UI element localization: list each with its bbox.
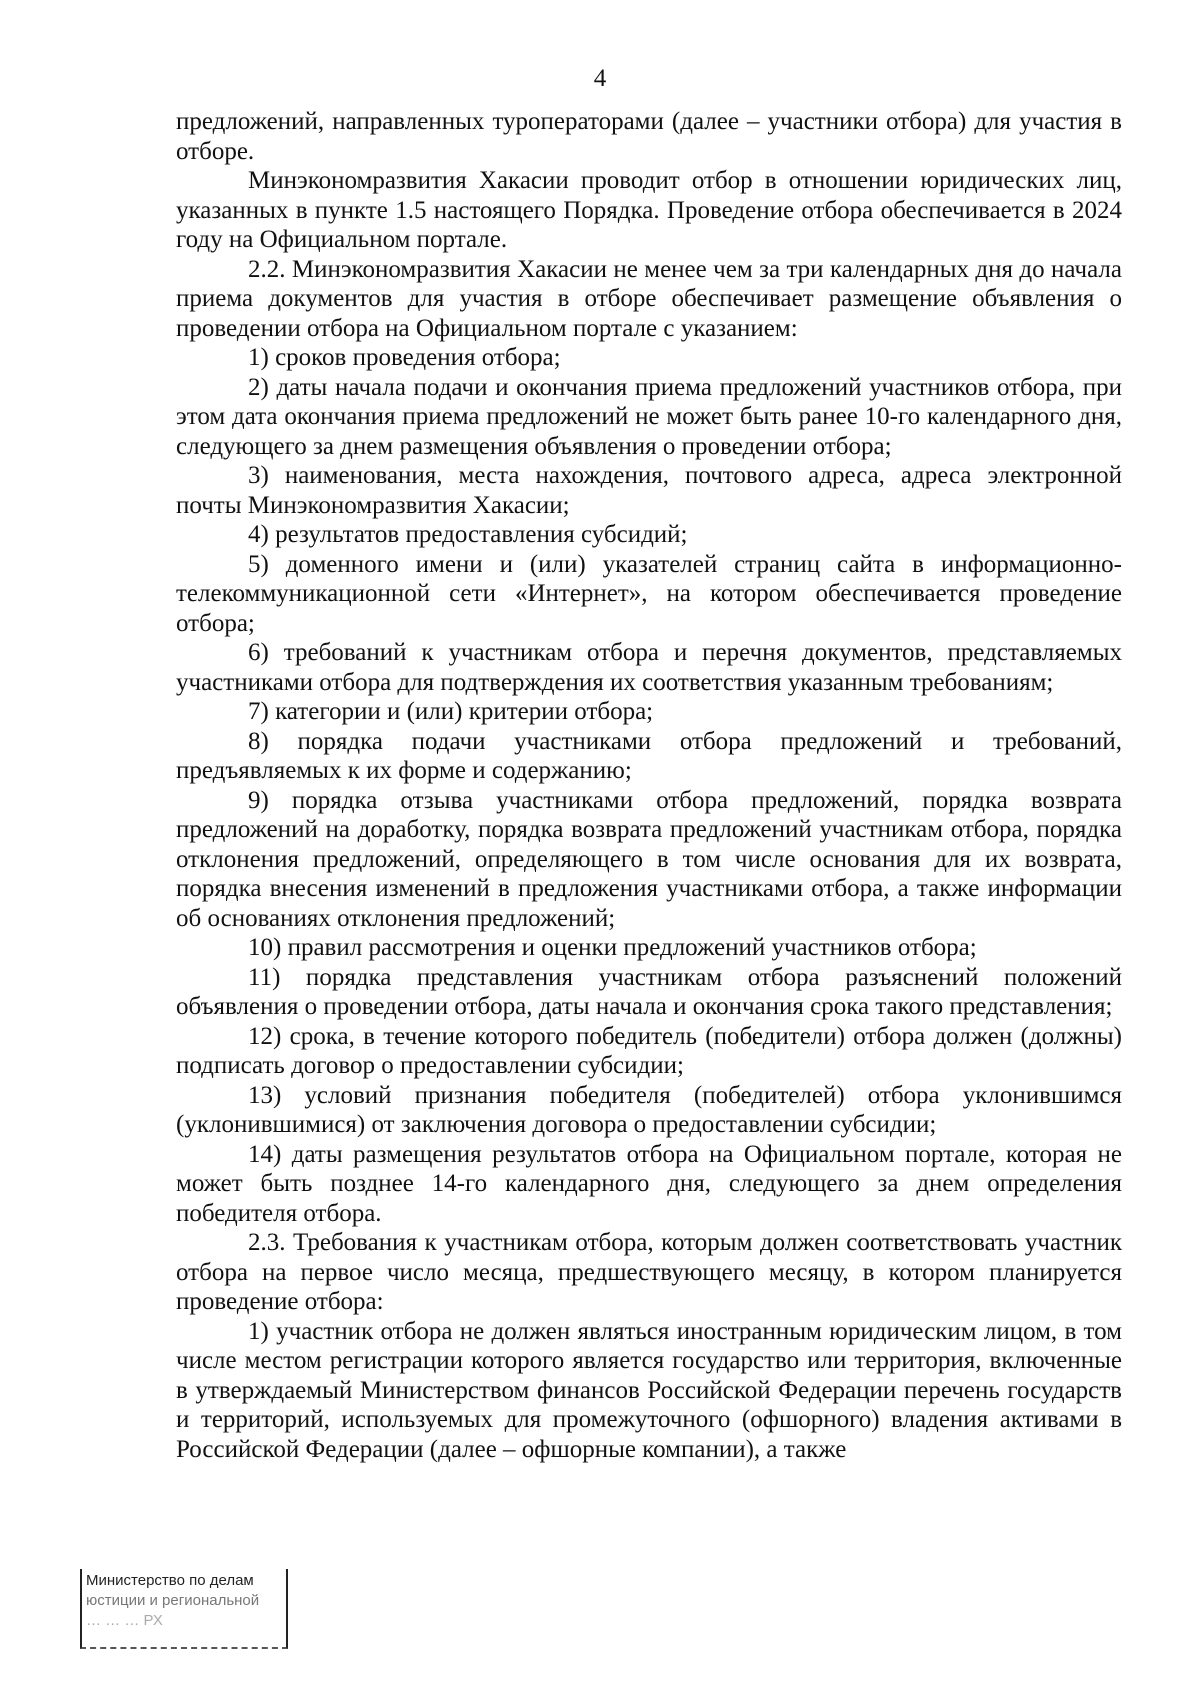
list-item: 6) требований к участникам отбора и перечня документов, представляемых участниками отбора для подтверждения их соответствия указанным требованиям; <box>176 639 1122 696</box>
paragraph: Минэкономразвития Хакасии проводит отбор в отношении юридических лиц, указанных в пункте 1.5 настоящего Порядка. Проведение отбора обеспечивается в 2024 году на Официальном портале. <box>176 167 1122 253</box>
list-item: 12) срока, в течение которого победитель (победители) отбора должен (должны) подписать договор о предоставлении субсидии; <box>176 1022 1122 1079</box>
list-item: 5) доменного имени и (или) указателей страниц сайта в информационно-телекоммуникационной сети «Интернет», на котором обеспечивается проведение отбора; <box>176 550 1122 637</box>
paragraph: 2.2. Минэкономразвития Хакасии не менее чем за три календарных дня до начала приема документов для участия в отборе обеспечивает размещение объявления о проведении отбора на Официальном портале с указанием: <box>176 255 1122 342</box>
stamp-line: юстиции и региональной <box>86 1592 260 1609</box>
page-number: 4 <box>593 65 607 92</box>
registration-stamp <box>80 1569 288 1649</box>
document-body <box>176 107 1122 1464</box>
list-item: 8) порядка подачи участниками отбора предложений и требований, предъявляемых к их форме и содержанию; <box>176 727 1122 784</box>
list-item: 14) даты размещения результатов отбора на Официальном портале, которая не может быть позднее 14-го календарного дня, следующего за днем определения победителя отбора. <box>176 1140 1122 1227</box>
list-item: 1) участник отбора не должен являться иностранным юридическим лицом, в том числе местом регистрации которого является государство или территория, включенные в утверждаемый Министерством финансов Российской Федерации перечень государств и территорий, используемых для промежуточного (офшорного) владения активами в Российской Федерации (далее – офшорные компании), а также <box>176 1317 1122 1463</box>
paragraph: предложений, направленных туроператорами (далее – участники отбора) для участия в отборе. <box>176 108 1122 165</box>
list-item: 9) порядка отзыва участниками отбора предложений, порядка возврата предложений на доработку, порядка возврата предложений участникам отбора, порядка отклонения предложений, определяющего в том числе основания для их возврата, порядка внесения изменений в предложения участниками отбора, а также информации об основаниях отклонения предложений; <box>176 786 1122 932</box>
list-item: 1) сроков проведения отбора; <box>248 344 561 371</box>
list-item: 3) наименования, места нахождения, почтового адреса, адреса электронной почты Минэкономразвития Хакасии; <box>176 462 1122 519</box>
paragraph: 2.3. Требования к участникам отбора, которым должен соответствовать участник отбора на первое число месяца, предшествующего месяцу, в котором планируется проведение отбора: <box>176 1229 1122 1315</box>
list-item: 11) порядка представления участникам отбора разъяснений положений объявления о проведении отбора, даты начала и окончания срока такого представления; <box>176 963 1122 1020</box>
stamp-line: … … … РХ <box>86 1612 163 1629</box>
list-item: 4) результатов предоставления субсидий; <box>248 521 688 548</box>
list-item: 13) условий признания победителя (победителей) отбора уклонившимся (уклонившимися) от заключения договора о предоставлении субсидии; <box>176 1081 1122 1138</box>
list-item: 7) категории и (или) критерии отбора; <box>248 698 654 725</box>
list-item: 2) даты начала подачи и окончания приема предложений участников отбора, при этом дата окончания приема предложений не может быть ранее 10-го календарного дня, следующего за днем размещения объявления о проведении отбора; <box>176 373 1122 460</box>
stamp-line: Министерство по делам <box>86 1572 254 1589</box>
list-item: 10) правил рассмотрения и оценки предложений участников отбора; <box>248 934 977 961</box>
